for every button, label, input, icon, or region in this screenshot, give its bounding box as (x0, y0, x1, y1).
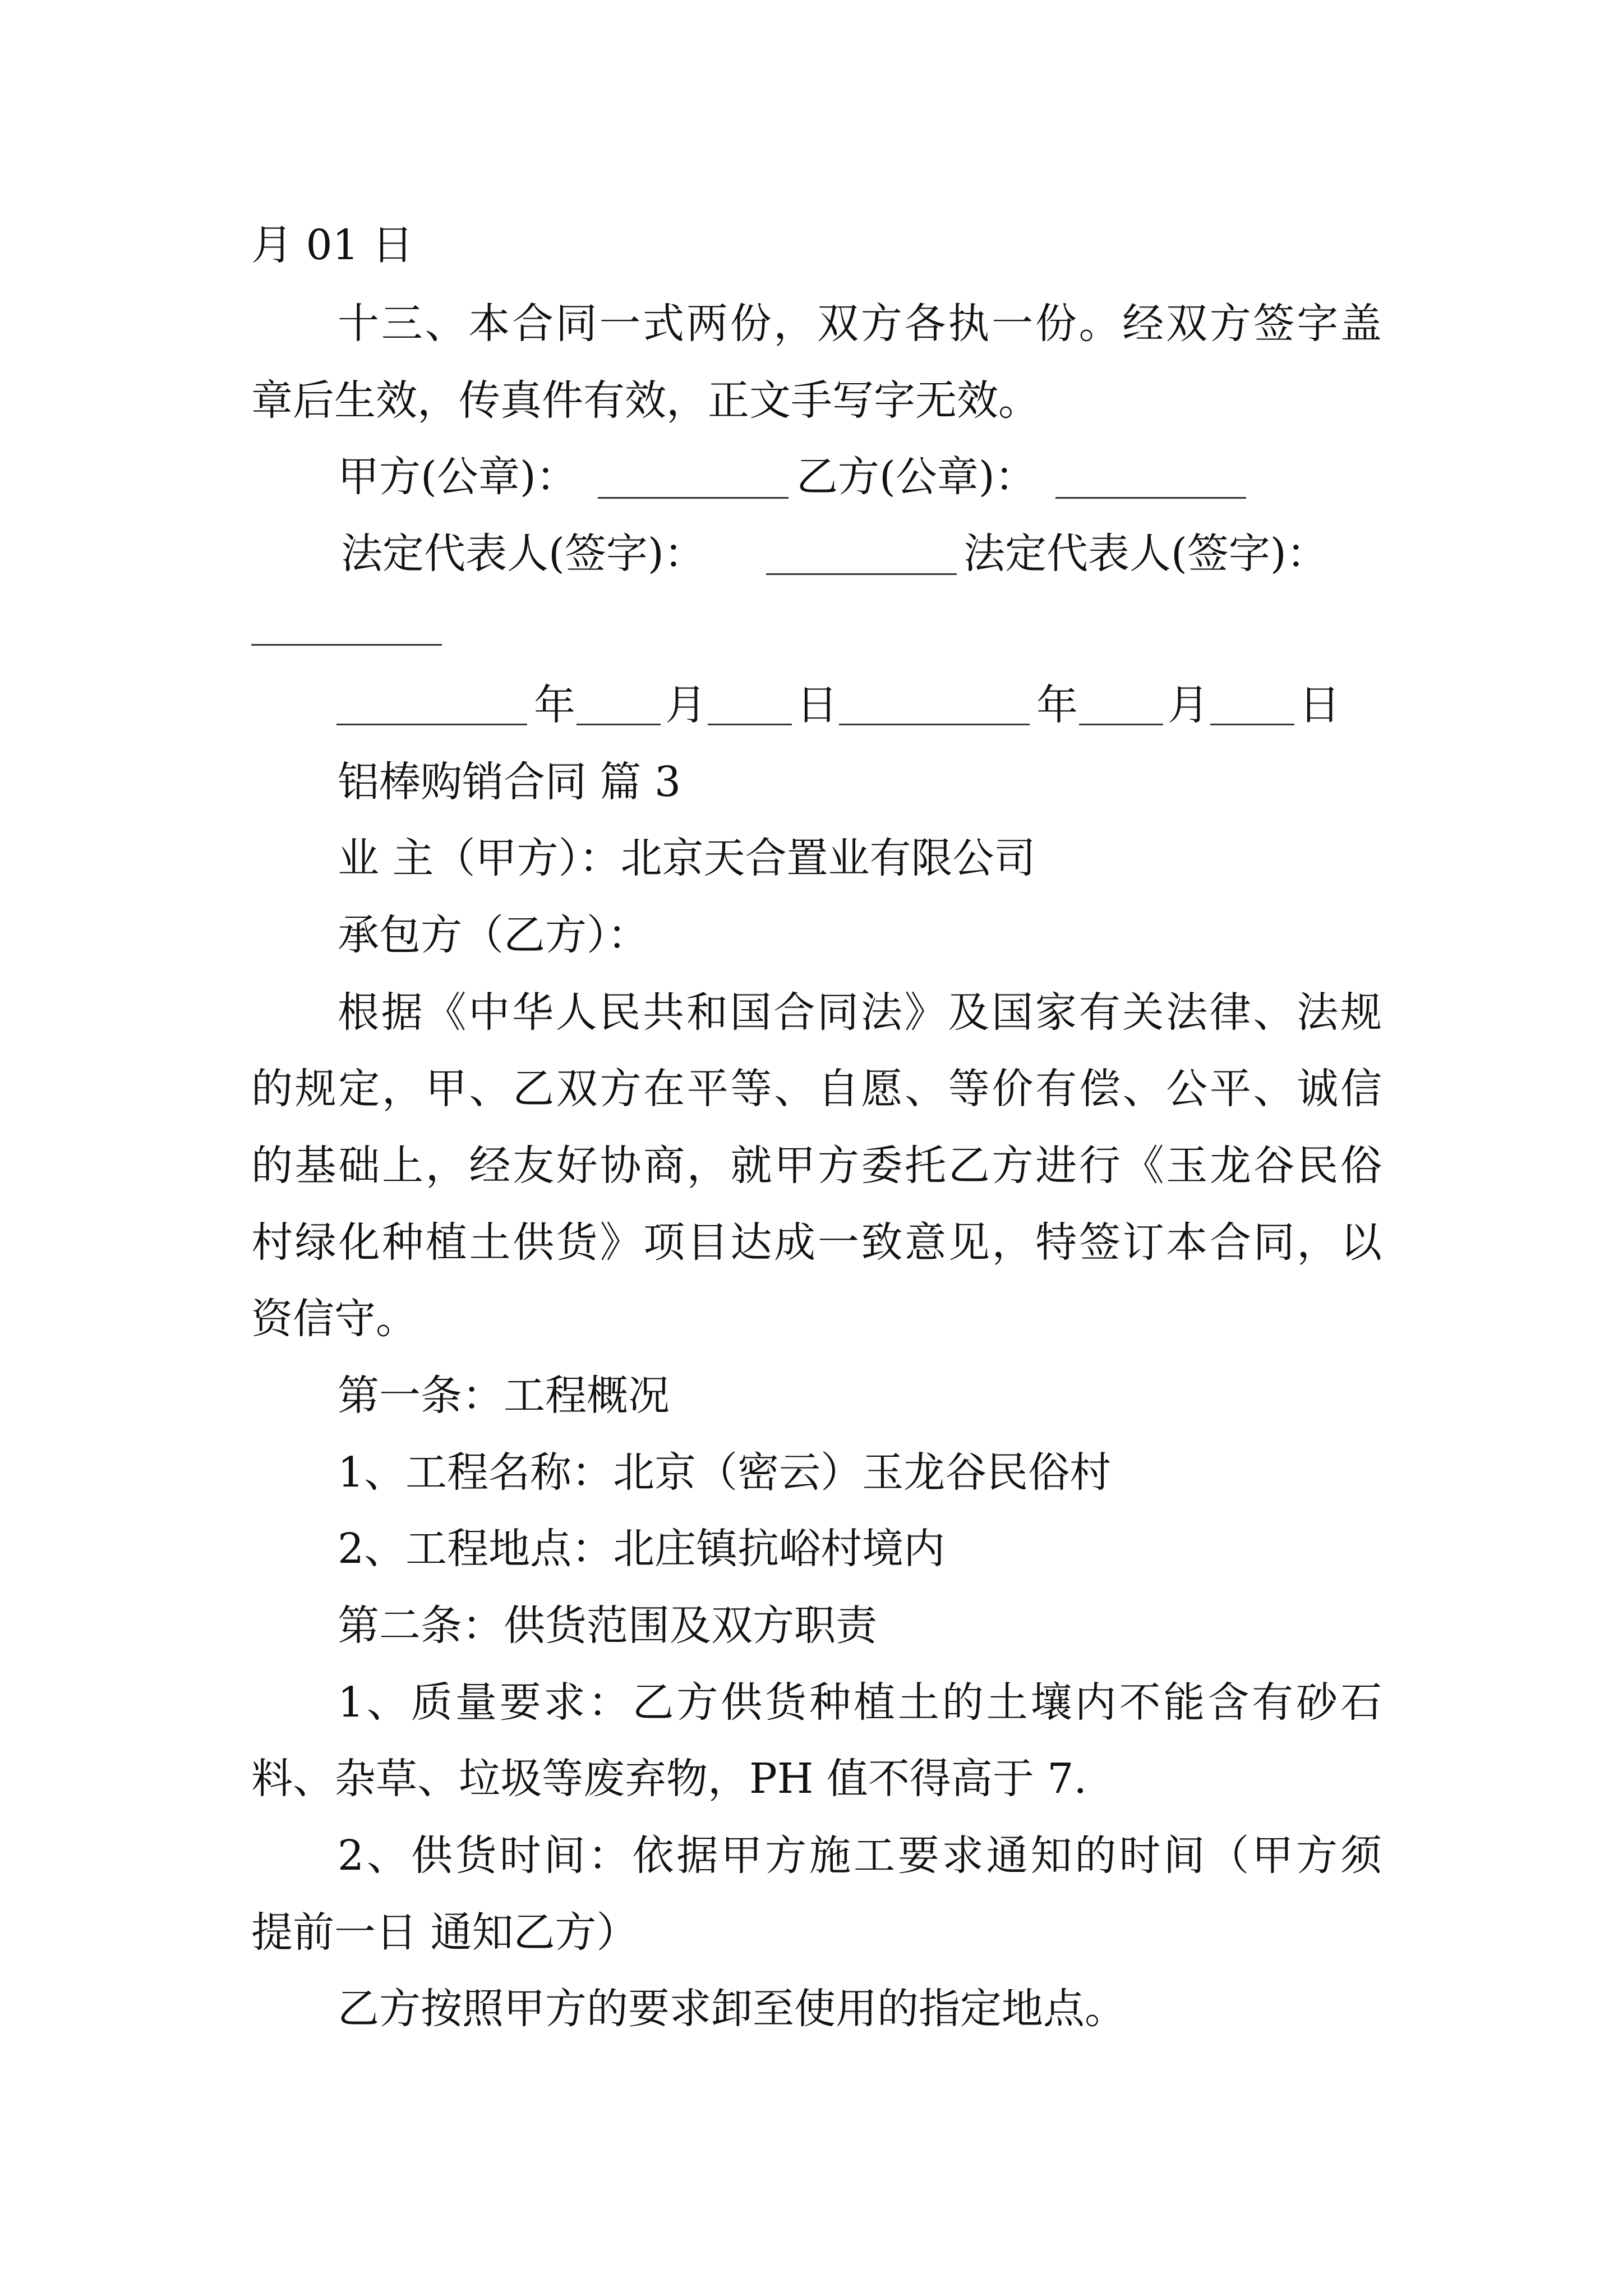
party-a-day-blank[interactable] (708, 724, 792, 725)
month-label: 月 (1168, 681, 1209, 729)
party-b-seal-label: 乙方(公章)： (796, 453, 1036, 501)
month-label: 月 (665, 681, 707, 729)
party-a-month-blank[interactable] (577, 724, 661, 725)
text-line: 村绿化种植土供货》项目达成一致意见，特签订本合同，以 (251, 1218, 1382, 1267)
party-b-rep-label: 法定代表人(签字)： (963, 530, 1328, 578)
text-line: 业 主（甲方）：北京天合置业有限公司 (338, 834, 1036, 882)
section-title: 铝棒购销合同 篇 3 (338, 758, 681, 806)
text-line: 的规定，甲、乙双方在平等、自愿、等价有偿、公平、诚信 (251, 1065, 1382, 1113)
text-line: 1、工程名称：北京（密云）玉龙谷民俗村 (338, 1448, 1112, 1497)
party-a-rep-label: 法定代表人(签字)： (341, 530, 706, 578)
party-a-seal-blank[interactable] (598, 497, 789, 499)
party-a-year-blank[interactable] (336, 724, 527, 725)
party-b-seal-blank[interactable] (1055, 497, 1246, 499)
party-a-seal-label: 甲方(公章)： (338, 453, 578, 501)
text-line: 月 01 日 (251, 221, 414, 269)
party-b-month-blank[interactable] (1079, 724, 1163, 725)
text-line: 提前一日 通知乙方） (251, 1908, 638, 1957)
year-label: 年 (534, 681, 575, 729)
day-label: 日 (796, 681, 838, 729)
text-line: 2、供货时间：依据甲方施工要求通知的时间（甲方须 (338, 1832, 1382, 1880)
party-b-rep-blank[interactable] (251, 644, 442, 646)
party-a-rep-blank[interactable] (766, 573, 957, 575)
text-line: 章后生效，传真件有效，正文手写字无效。 (251, 376, 1040, 425)
section-heading: 第一条：工程概况 (338, 1372, 670, 1420)
text-line: 十三、本合同一式两份，双方各执一份。经双方签字盖 (338, 300, 1382, 348)
text-line: 根据《中华人民共和国合同法》及国家有关法律、法规 (338, 988, 1382, 1037)
text-line: 2、工程地点：北庄镇抗峪村境内 (338, 1525, 946, 1573)
year-label: 年 (1036, 681, 1078, 729)
text-line: 料、杂草、垃圾等废弃物，PH 值不得高于 7. (251, 1755, 1087, 1803)
party-b-year-blank[interactable] (839, 724, 1030, 725)
text-line: 乙方按照甲方的要求卸至使用的指定地点。 (338, 1985, 1126, 2033)
text-line: 的基础上，经友好协商，就甲方委托乙方进行《玉龙谷民俗 (251, 1142, 1382, 1190)
text-line: 承包方（乙方）： (338, 911, 649, 959)
text-line: 资信守。 (251, 1295, 417, 1343)
party-b-day-blank[interactable] (1210, 724, 1294, 725)
text-line: 1、质量要求：乙方供货种植土的土壤内不能含有砂石 (338, 1678, 1382, 1727)
section-heading: 第二条：供货范围及双方职责 (338, 1602, 877, 1650)
day-label: 日 (1299, 681, 1340, 729)
